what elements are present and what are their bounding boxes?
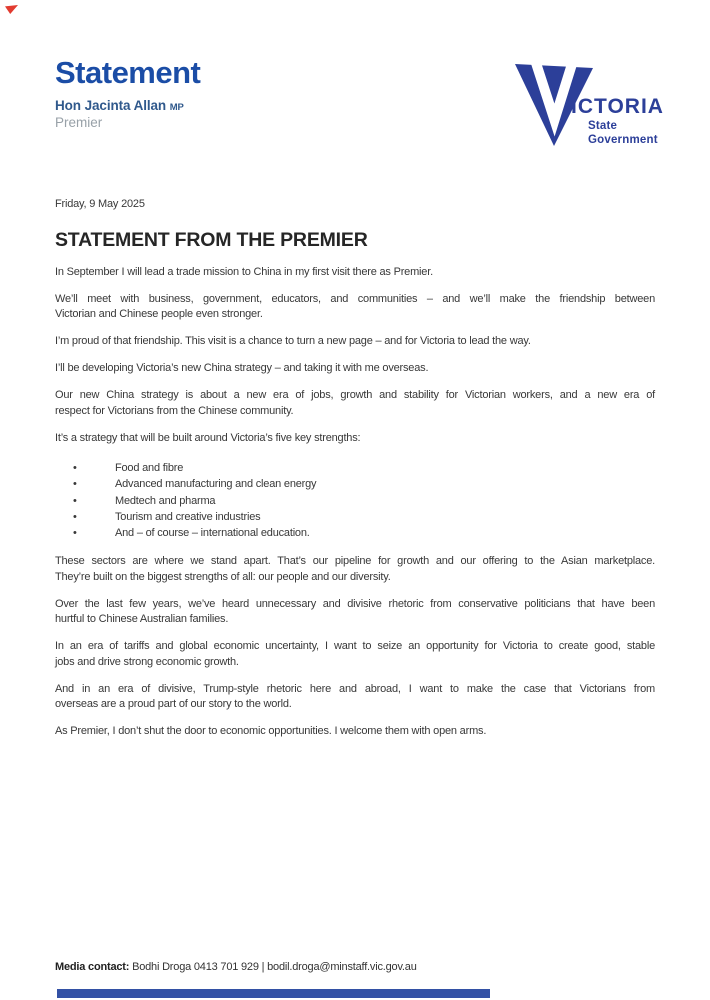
paragraphs-after-list — [55, 554, 655, 740]
footer-blue-bar — [57, 989, 490, 998]
document-body — [55, 197, 655, 751]
bullet-item: • Food and fibre — [55, 460, 655, 476]
logo-tagline-government: Government — [588, 134, 658, 146]
media-contact-label: Media contact: — [55, 961, 130, 973]
officeholder-name — [55, 98, 200, 113]
paragraph-line: They’re built on the biggest strengths of all: our people and our diversity. — [55, 570, 391, 583]
officeholder-postnominal: MP — [169, 101, 184, 113]
paragraph-line: And in an era of divisive, Trump-style rhetoric here and abroad, I want to make the case that Victorians from — [55, 682, 655, 695]
masthead-title: Statement — [55, 55, 201, 90]
paragraphs-before-list — [55, 265, 655, 447]
masthead — [55, 57, 200, 130]
paragraph — [55, 431, 655, 447]
document-heading: STATEMENT FROM THE PREMIER — [55, 228, 368, 251]
bullet-item: • Medtech and pharma — [55, 493, 655, 509]
paragraph — [55, 724, 655, 740]
paragraph — [55, 334, 655, 350]
paragraph — [55, 361, 655, 377]
paragraph — [55, 554, 655, 585]
document-date: Friday, 9 May 2025 — [55, 198, 145, 210]
paragraph-line: jobs and drive strong economic growth. — [55, 655, 239, 668]
red-corner-mark — [5, 5, 18, 14]
paragraph-line: hurtful to Chinese Australian families. — [55, 613, 229, 626]
paragraph-line: Victorian and Chinese people even stronger. — [55, 308, 263, 320]
victoria-state-government-logo — [505, 56, 665, 151]
paragraph — [55, 597, 655, 628]
paragraph-line: Over the last few years, we’ve heard unnecessary and divisive rhetoric from conservative politicians that have been — [55, 597, 655, 610]
paragraph — [55, 639, 655, 670]
paragraph-line: respect for Victorians from the Chinese community. — [55, 404, 294, 417]
bullet-item: • Tourism and creative industries — [55, 509, 655, 525]
paragraph-line: Our new China strategy is about a new era of jobs, growth and stability for Victorian workers, and a new era of — [55, 389, 655, 401]
paragraph-line: I’ll be developing Victoria’s new China strategy – and taking it with me overseas. — [55, 362, 429, 374]
paragraph — [55, 388, 655, 419]
paragraph-line: We’ll meet with business, government, educators, and communities – and we’ll make the friendship between — [55, 292, 655, 305]
paragraph-line: I’m proud of that friendship. This visit is a chance to turn a new page – and for Victoria to lead the way. — [55, 335, 531, 347]
media-contact-line — [55, 961, 417, 973]
key-strengths-list — [55, 460, 655, 541]
bullet-item: • Advanced manufacturing and clean energy — [55, 476, 655, 492]
paragraph-line: overseas are a proud part of our story to the world. — [55, 698, 292, 711]
paragraph — [55, 292, 655, 323]
logo-wordmark-rest: ICTORIA — [571, 95, 664, 118]
paragraph-line: It’s a strategy that will be built around Victoria’s five key strengths: — [55, 431, 361, 444]
bullet-item: • And – of course – international education. — [55, 525, 655, 541]
officeholder-role: Premier — [55, 114, 103, 130]
officeholder-name-text: Hon Jacinta Allan — [55, 97, 167, 113]
paragraph-line: In an era of tariffs and global economic uncertainty, I want to seize an opportunity for Victoria to create good, stable — [55, 640, 655, 653]
paragraph-line: These sectors are where we stand apart. That’s our pipeline for growth and our offering to the Asian marketplace. — [55, 555, 655, 568]
paragraph — [55, 682, 655, 713]
paragraph — [55, 265, 655, 281]
media-contact-details: Bodhi Droga 0413 701 929 | bodil.droga@minstaff.vic.gov.au — [129, 961, 417, 973]
paragraph-line: In September I will lead a trade mission to China in my first visit there as Premier. — [55, 265, 433, 278]
logo-tagline-state: State — [588, 120, 618, 132]
paragraph-line: As Premier, I don’t shut the door to economic opportunities. I welcome them with open arms. — [55, 725, 487, 738]
